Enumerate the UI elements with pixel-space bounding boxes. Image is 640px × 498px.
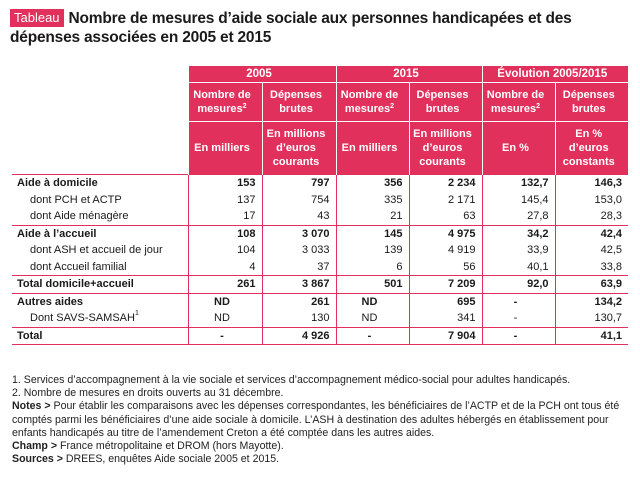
row-label: Aide à l’accueil [12, 225, 188, 242]
cell: 92,0 [482, 276, 555, 294]
cell: 4 975 [409, 225, 482, 242]
cell: 132,7 [482, 175, 555, 192]
cell: 34,2 [482, 225, 555, 242]
cell: 4 919 [409, 242, 482, 259]
cell: 261 [262, 293, 336, 310]
row-label: Total [12, 327, 188, 345]
cell: 33,9 [482, 242, 555, 259]
cell: 3 867 [262, 276, 336, 294]
cell: 139 [336, 242, 409, 259]
header-group-evolution: Évolution 2005/2015 [482, 66, 628, 83]
cell: 2 234 [409, 175, 482, 192]
cell: 56 [409, 259, 482, 276]
cell: 63 [409, 208, 482, 225]
cell: ND [336, 293, 409, 310]
cell: ND [188, 293, 262, 310]
cell: 130 [262, 310, 336, 327]
header-group-2005: 2005 [188, 66, 336, 83]
cell: 335 [336, 192, 409, 209]
cell: 261 [188, 276, 262, 294]
header-sub: Dépenses brutes [555, 83, 628, 122]
cell: 695 [409, 293, 482, 310]
table-title-block [10, 9, 634, 47]
table-row [12, 208, 628, 225]
header-sub: Dépenses brutes [409, 83, 482, 122]
header-unit: En milliers [188, 122, 262, 175]
table-row [12, 192, 628, 209]
cell: 501 [336, 276, 409, 294]
cell: - [482, 310, 555, 327]
cell: 33,8 [555, 259, 628, 276]
header-unit: En % [482, 122, 555, 175]
header-sub: Nombre de mesures$^2$ [188, 83, 262, 122]
cell: 17 [188, 208, 262, 225]
cell: 754 [262, 192, 336, 209]
cell: 137 [188, 192, 262, 209]
cell: - [482, 327, 555, 345]
header-sub-row [12, 83, 628, 122]
cell: 37 [262, 259, 336, 276]
row-label: Dont SAVS-SAMSAH$^1$ [30, 310, 139, 325]
cell: 3 070 [262, 225, 336, 242]
cell: 7 904 [409, 327, 482, 345]
header-sub: Nombre de mesures$^2$ [336, 83, 409, 122]
champ-paragraph: Champ > France métropolitaine et DROM (hors Mayotte). [12, 440, 284, 453]
table-tag: Tableau [10, 9, 64, 27]
row-label: Aide à domicile [12, 175, 188, 192]
header-unit: En millions d’euros courants [409, 122, 482, 175]
cell: ND [336, 310, 409, 327]
cell: 134,2 [555, 293, 628, 310]
cell: 41,1 [555, 327, 628, 345]
cell: 7 209 [409, 276, 482, 294]
cell: 3 033 [262, 242, 336, 259]
data-table [12, 66, 628, 345]
cell: 63,9 [555, 276, 628, 294]
cell: 4 926 [262, 327, 336, 345]
cell: 153,0 [555, 192, 628, 209]
footnote-1: 1. Services d’accompagnement à la vie sociale et services d’accompagnement médico-social pour adultes handicapés. [12, 374, 571, 386]
header-unit: En milliers [336, 122, 409, 175]
cell: 356 [336, 175, 409, 192]
header-unit: En millions d’euros courants [262, 122, 336, 175]
header-group-2015: 2015 [336, 66, 482, 83]
cell: 40,1 [482, 259, 555, 276]
cell: 146,3 [555, 175, 628, 192]
header-sub: Nombre de mesures$^2$ [482, 83, 555, 122]
header-sub: Dépenses brutes [262, 83, 336, 122]
cell: 27,8 [482, 208, 555, 225]
table-row [12, 293, 628, 310]
header-unit-row [12, 122, 628, 175]
cell: 28,3 [555, 208, 628, 225]
header-group-row [12, 66, 628, 83]
table-row [12, 259, 628, 276]
cell: 21 [336, 208, 409, 225]
table-row [12, 225, 628, 242]
row-label: dont Accueil familial [30, 260, 127, 273]
sources-paragraph: Sources > DREES, enquêtes Aide sociale 2005 et 2015. [12, 453, 280, 466]
footnote-2: 2. Nombre de mesures en droits ouverts au 31 décembre. [12, 387, 284, 400]
cell: - [188, 327, 262, 345]
table-row-total [12, 327, 628, 345]
cell: 108 [188, 225, 262, 242]
cell: 42,5 [555, 242, 628, 259]
cell: 2 171 [409, 192, 482, 209]
table-row-total-domicile-accueil [12, 276, 628, 294]
header-unit: En % d’euros constants [555, 122, 628, 175]
cell: 145 [336, 225, 409, 242]
row-label: dont ASH et accueil de jour [30, 244, 163, 257]
row-label: Autres aides [17, 295, 84, 308]
cell: - [336, 327, 409, 345]
table-row [12, 242, 628, 259]
cell: - [482, 293, 555, 310]
row-label: Total domicile+accueil [12, 276, 188, 294]
table-row [12, 175, 628, 192]
cell: 797 [262, 175, 336, 192]
cell: 145,4 [482, 192, 555, 209]
notes-paragraph: Notes > Pour établir les comparaisons avec les dépenses correspondantes, les bénéficiaires de l’ACTP et de la PCH ont tous été comptés parmi les bénéficiaires d’une aide sociale à domicile. L’ASH à destination des adultes hébergés en établissement pour enfants handicapés au titre de l’amendement Creton a été comptée dans les autres aides. [12, 400, 620, 439]
footnotes [12, 374, 628, 466]
cell: 6 [336, 259, 409, 276]
cell: 153 [188, 175, 262, 192]
row-label: dont Aide ménagère [30, 210, 129, 223]
row-label: dont PCH et ACTP [30, 193, 122, 206]
cell: 42,4 [555, 225, 628, 242]
cell: 43 [262, 208, 336, 225]
cell: 4 [188, 259, 262, 276]
cell: 104 [188, 242, 262, 259]
cell: 130,7 [555, 310, 628, 327]
table-title: Nombre de mesures d’aide sociale aux personnes handicapées et des dépenses associées en 2005 et 2015 [10, 10, 572, 46]
table-row [12, 310, 628, 327]
cell: ND [188, 310, 262, 327]
cell: 341 [409, 310, 482, 327]
